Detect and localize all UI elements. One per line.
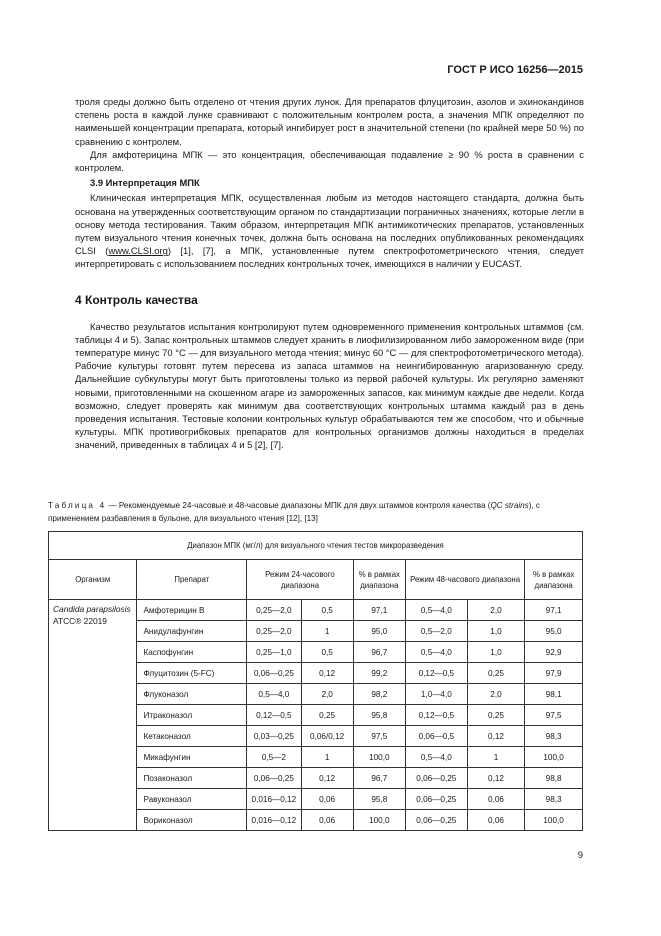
pct-24h: 95,0 [353, 621, 405, 642]
range-48h: 0,06—0,5 [405, 726, 467, 747]
mode-48h: 0,12 [467, 726, 525, 747]
drug-name: Кетаконазол [137, 726, 247, 747]
mode-48h: 1,0 [467, 621, 525, 642]
mode-48h: 2,0 [467, 600, 525, 621]
paragraph-continuation: троля среды должно быть отделено от чтения других лунок. Для препаратов флуцитозин, азолов и эхинокандинов степень роста в каждой лунке сравнивают с положительным контролем роста, а значения МПК определяют по наименьшей концентрации препарата, который ингибирует рост в значительной степени (по крайней мере 50 %) по сравнению с контролем. [75, 96, 584, 147]
pct-24h: 95,8 [353, 705, 405, 726]
col-header-48h: Режим 48-часового диапазона [405, 560, 524, 600]
range-24h: 0,06—0,25 [247, 768, 301, 789]
range-48h: 0,5—4,0 [405, 747, 467, 768]
col-header-organism: Организм [49, 560, 137, 600]
table-row [49, 600, 583, 621]
drug-name: Анидулафунгин [137, 621, 247, 642]
pct-24h: 98,2 [353, 684, 405, 705]
mode-48h: 0,12 [467, 768, 525, 789]
drug-name: Вориконазол [137, 810, 247, 831]
range-24h: 0,25—1,0 [247, 642, 301, 663]
clsi-link[interactable]: www.CLSI.org [108, 245, 168, 257]
pct-48h: 97,9 [525, 663, 583, 684]
pct-48h: 98,3 [525, 789, 583, 810]
col-header-24h-pct: % в рамках диапазона [353, 560, 405, 600]
interpretation-text-end: ) [1], [7], а МПК, установленные путем спектрофотометрического чтения, следует интерпретировать с использованием последних контрольных точек, имеющихся в наличии у EUCAST. [75, 245, 584, 270]
range-24h: 0,016—0,12 [247, 789, 301, 810]
range-48h: 0,12—0,5 [405, 663, 467, 684]
range-48h: 1,0—4,0 [405, 684, 467, 705]
table-caption-italic: QC strains [490, 501, 529, 510]
pct-48h: 98,8 [525, 768, 583, 789]
organism-cell [49, 600, 137, 831]
range-24h: 0,5—4,0 [247, 684, 301, 705]
mode-24h: 0,06 [301, 810, 353, 831]
pct-48h: 98,3 [525, 726, 583, 747]
pct-24h: 96,7 [353, 768, 405, 789]
subsection-heading-3-9: 3.9 Интерпретация МПК [90, 177, 200, 189]
mode-24h: 0,12 [301, 663, 353, 684]
drug-name: Итраконазол [137, 705, 247, 726]
mode-24h: 1 [301, 621, 353, 642]
paragraph-quality-control: Качество результатов испытания контролируют путем одновременного применения контрольных штаммов (см. таблицы 4 и 5). Запас контрольных штаммов следует хранить в лиофилизированном либо замороженном виде (при температуре минус 70 °С — для визуального метода чтения; минус 60 °С — для спектрофотометрического метода). Рабочие культуры готовят путем пересева из запаса штаммов на неингибированную агаризованную среду. Дальнейшие субкультуры могут быть приготовлены только из первой рабочей культуры. Их регулярно заменяют новыми, приготовленными на скошенном агаре из замороженных запасов, как минимум каждые две недели. Когда возможно, следует проверять как минимум два соответствующих контрольных штамма каждый раз в день проведения испытания. Тестовые колонии контрольных культур обрабатываются тем же способом, что и обычные культуры. МПК противогрибковых препаратов для контрольных организмов должны находиться в пределах значений, приведенных в таблицах 4 и 5 [2], [7]. [75, 320, 584, 451]
mode-24h: 0,5 [301, 600, 353, 621]
mode-48h: 0,25 [467, 663, 525, 684]
col-header-drug: Препарат [137, 560, 247, 600]
range-24h: 0,25—2,0 [247, 600, 301, 621]
page-number: 9 [577, 850, 583, 861]
mode-24h: 0,06/0,12 [301, 726, 353, 747]
mode-24h: 0,12 [301, 768, 353, 789]
mode-24h: 2,0 [301, 684, 353, 705]
range-24h: 0,12—0,5 [247, 705, 301, 726]
pct-48h: 100,0 [525, 747, 583, 768]
table-caption [48, 500, 584, 525]
range-24h: 0,06—0,25 [247, 663, 301, 684]
pct-24h: 96,7 [353, 642, 405, 663]
mode-24h: 0,25 [301, 705, 353, 726]
range-48h: 0,5—4,0 [405, 600, 467, 621]
organism-name: Candida parapsilosis [53, 604, 131, 614]
table-caption-label: Таблица 4 [48, 501, 107, 510]
range-48h: 0,06—0,25 [405, 789, 467, 810]
drug-name: Амфотерицин В [137, 600, 247, 621]
range-48h: 0,06—0,25 [405, 768, 467, 789]
table-caption-text-end: ), с применением разбавления в бульоне, для визуального чтения [12], [13] [48, 501, 540, 523]
mic-range-table [48, 531, 583, 831]
mode-48h: 1,0 [467, 642, 525, 663]
range-48h: 0,12—0,5 [405, 705, 467, 726]
pct-24h: 99,2 [353, 663, 405, 684]
table-caption-text: — Рекомендуемые 24-часовые и 48-часовые диапазоны МПК для двух штаммов контроля качества ( [106, 501, 491, 510]
mode-24h: 0,5 [301, 642, 353, 663]
pct-48h: 92,9 [525, 642, 583, 663]
mode-48h: 0,06 [467, 789, 525, 810]
pct-24h: 95,8 [353, 789, 405, 810]
document-header-standard: ГОСТ Р ИСО 16256—2015 [447, 64, 583, 76]
range-48h: 0,5—4,0 [405, 642, 467, 663]
section-heading-4: 4 Контроль качества [75, 292, 198, 307]
range-24h: 0,5—2 [247, 747, 301, 768]
mode-48h: 2,0 [467, 684, 525, 705]
mode-48h: 0,25 [467, 705, 525, 726]
organism-strain: ATCC® 22019 [53, 615, 107, 626]
page-body [75, 95, 584, 452]
pct-24h: 100,0 [353, 810, 405, 831]
range-24h: 0,016—0,12 [247, 810, 301, 831]
range-24h: 0,25—2,0 [247, 621, 301, 642]
mode-24h: 1 [301, 747, 353, 768]
mode-24h: 0,06 [301, 789, 353, 810]
pct-48h: 95,0 [525, 621, 583, 642]
range-24h: 0,03—0,25 [247, 726, 301, 747]
col-header-48h-pct: % в рамках диапазона [525, 560, 583, 600]
pct-24h: 97,5 [353, 726, 405, 747]
range-48h: 0,06—0,25 [405, 810, 467, 831]
pct-48h: 98,1 [525, 684, 583, 705]
pct-24h: 100,0 [353, 747, 405, 768]
drug-name: Флуцитозин (5-FC) [137, 663, 247, 684]
paragraph-mic-interpretation [75, 191, 584, 270]
drug-name: Позаконазол [137, 768, 247, 789]
drug-name: Каспофунгин [137, 642, 247, 663]
range-48h: 0,5—2,0 [405, 621, 467, 642]
drug-name: Микафунгин [137, 747, 247, 768]
interpretation-text-start: Клиническая интерпретация МПК, осуществленная любым из методов настоящего стандарта, должна быть основана на утвержденных соответствующим органом по стандартизации пограничных значениях, которые легли в основу метода тестирования. Таким образом, интерпретация МПК антимикотических препаратов, установленных путем визуального чтения конечных точек, должна быть основана на последних опубликованных рекомендациях CLSI ( [75, 192, 584, 257]
pct-48h: 97,1 [525, 600, 583, 621]
paragraph-amphotericin: Для амфотерицина МПК — это концентрация, обеспечивающая подавление ≥ 90 % роста в сравнении с контролем. [75, 148, 584, 174]
table-main-header: Диапазон МПК (мг/л) для визуального чтения тестов микроразведения [49, 532, 583, 560]
mode-48h: 1 [467, 747, 525, 768]
pct-48h: 97,5 [525, 705, 583, 726]
drug-name: Флуконазол [137, 684, 247, 705]
pct-24h: 97,1 [353, 600, 405, 621]
pct-48h: 100,0 [525, 810, 583, 831]
col-header-24h: Режим 24-часового диапазона [247, 560, 354, 600]
mode-48h: 0,06 [467, 810, 525, 831]
drug-name: Равуконазол [137, 789, 247, 810]
